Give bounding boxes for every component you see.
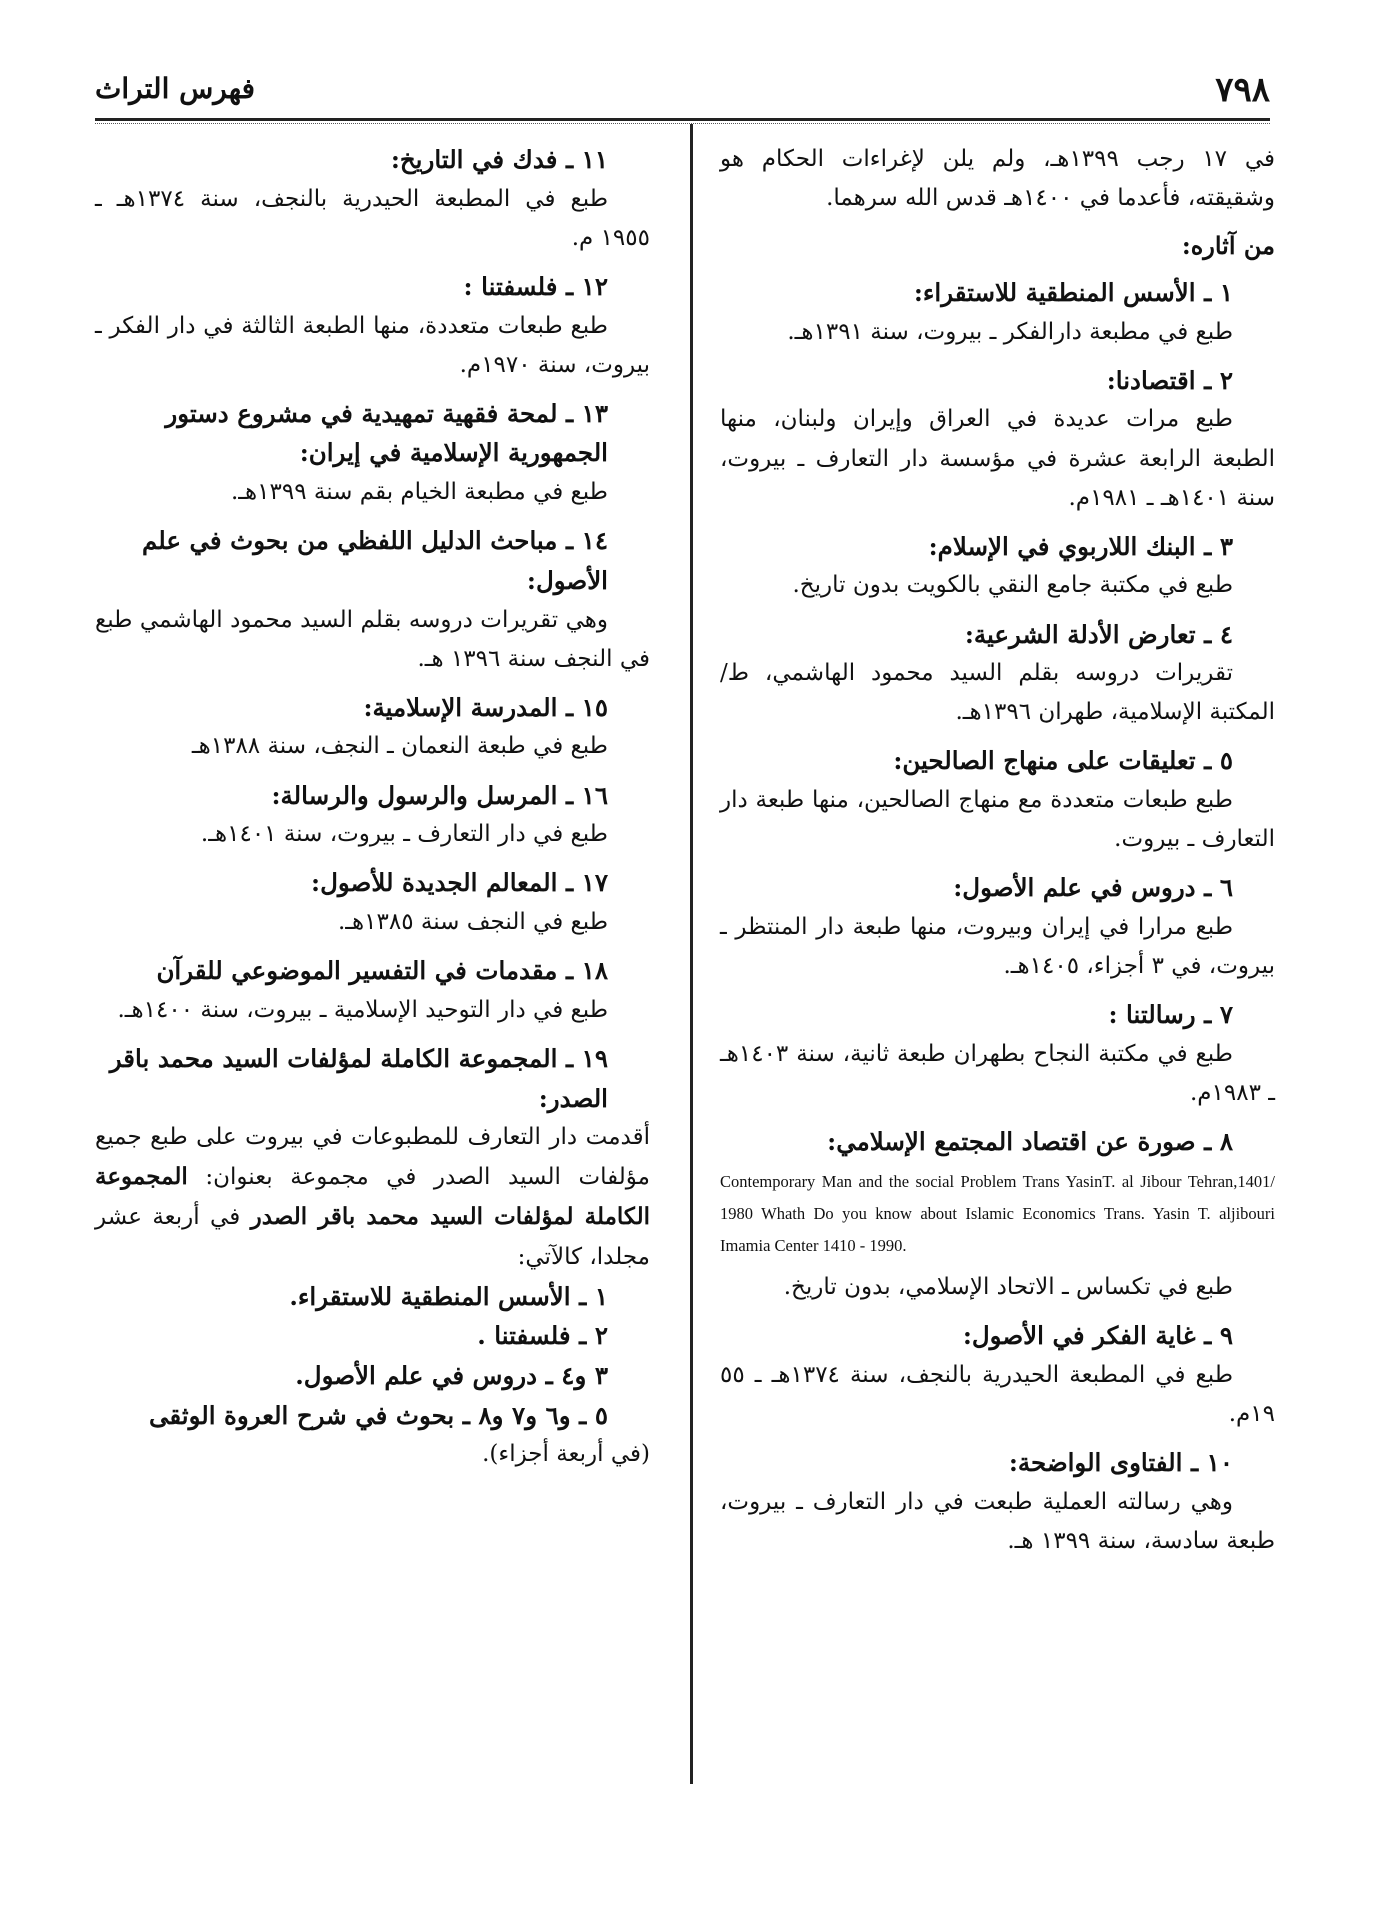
- entry-title: ١٨ ـ مقدمات في التفسير الموضوعي للقرآن: [156, 956, 608, 986]
- entry-text: طبع في النجف سنة ١٣٨٥هـ.: [337, 909, 608, 936]
- entry-text: طبع في مكتبة النجاح بطهران طبعة ثانية، سنة ١٤٠٣هـ ـ ١٩٨٣م.: [720, 1040, 1275, 1106]
- entry-title: ١٦ ـ المرسل والرسول والرسالة:: [271, 780, 608, 810]
- entry-text: تقريرات دروسه بقلم السيد محمود الهاشمي، ط/ المكتبة الإسلامية، طهران ١٣٩٦هـ.: [720, 660, 1275, 726]
- entry-title: ١٧ ـ المعالم الجديدة للأصول:: [311, 868, 608, 898]
- entry-18: [95, 951, 650, 1030]
- entry-text: طبع في دار التوحيد الإسلامية ـ بيروت، سنة ١٤٠٠هـ.: [117, 996, 608, 1023]
- column-divider: [690, 124, 693, 1784]
- collection-item: ٥ ـ و٦ و٧ و٨ ـ بحوث في شرح العروة الوثقى: [148, 1400, 608, 1430]
- entry-title: ١٣ ـ لمحة فقهية تمهيدية في مشروع دستور الجمهورية الإسلامية في إيران:: [165, 398, 608, 468]
- collection-item: ٢ ـ فلسفتنا .: [477, 1321, 608, 1351]
- entry-title: ٢ ـ اقتصادنا:: [1106, 365, 1233, 395]
- entry-text: طبع في مطبعة الخيام بقم سنة ١٣٩٩هـ.: [230, 479, 608, 506]
- entry-title: ١٥ ـ المدرسة الإسلامية:: [363, 692, 608, 722]
- entry-text: طبع مرارا في إيران وبيروت، منها طبعة دار المنتظر ـ بيروت، في ٣ أجزاء، ١٤٠٥هـ.: [720, 913, 1275, 980]
- entry-5: [720, 741, 1275, 859]
- right-column: [720, 140, 1275, 1570]
- entry-text: طبع في مطبعة دارالفكر ـ بيروت، سنة ١٣٩١هـ.: [787, 318, 1233, 345]
- entry-text: طبع مرات عديدة في العراق وإيران ولبنان، منها الطبعة الرابعة عشرة في مؤسسة دار التعارف ـ بيروت، سنة ١٤٠١هـ ـ ١٩٨١م.: [720, 406, 1275, 511]
- english-citation: Contemporary Man and the social Problem Trans YasinT. al Jibour Tehran,1401/ 1980 Whath Do you know about Islamic Economics Trans. Yasin T. aljibouri Imamia Center 1410 - 1990.: [720, 1171, 1275, 1256]
- entry-text: طبع في دار التعارف ـ بيروت، سنة ١٤٠١هـ.: [200, 821, 608, 848]
- entry-19: [95, 1039, 650, 1475]
- collection-item: ١ ـ الأسس المنطقية للاستقراء.: [289, 1281, 608, 1311]
- entry-2: [720, 361, 1275, 518]
- entry-title: ٤ ـ تعارض الأدلة الشرعية:: [964, 619, 1233, 649]
- entry-text: طبع طبعات متعددة، منها الطبعة الثالثة في دار الفكر ـ بيروت، سنة ١٩٧٠م.: [95, 312, 650, 378]
- entry-text: وهي تقريرات دروسه بقلم السيد محمود الهاشمي طبع في النجف سنة ١٣٩٦ هـ.: [95, 606, 650, 672]
- section-title: من آثاره:: [1181, 231, 1275, 261]
- collection-description: [95, 1118, 650, 1276]
- collection-intro: أقدمت دار التعارف للمطبوعات في بيروت على طبع جميع مؤلفات السيد الصدر في مجموعة بعنوان:: [95, 1124, 650, 1191]
- entry-title: ٦ ـ دروس في علم الأصول:: [953, 873, 1233, 903]
- header-rule: [95, 118, 1270, 121]
- entry-title: ٨ ـ صورة عن اقتصاد المجتمع الإسلامي:: [827, 1127, 1233, 1157]
- page-number: ٧٩٨: [1215, 70, 1270, 110]
- entry-text: طبع في طبعة النعمان ـ النجف، سنة ١٣٨٨هـ: [191, 733, 608, 760]
- entry-title: ٩ ـ غاية الفكر في الأصول:: [962, 1321, 1233, 1351]
- entry-10: [720, 1443, 1275, 1561]
- entry-title: ١١ ـ فدك في التاريخ:: [390, 145, 608, 174]
- entry-title: ١ ـ الأسس المنطقية للاستقراء:: [913, 277, 1233, 307]
- header-dotted-rule: [95, 123, 1270, 124]
- entry-text: طبع في مكتبة جامع النقي بالكويت بدون تاريخ.: [792, 572, 1233, 599]
- collection-title: المجموعة الكاملة لمؤلفات السيد محمد باقر الصدر: [95, 1163, 651, 1231]
- entry-title: ٣ ـ البنك اللاربوي في الإسلام:: [928, 531, 1233, 561]
- collection-item: ٣ و٤ ـ دروس في علم الأصول.: [295, 1361, 608, 1391]
- entry-text: طبع طبعات متعددة مع منهاج الصالحين، منها طبعة دار التعارف ـ بيروت.: [720, 787, 1275, 853]
- entry-text: طبع في المطبعة الحيدرية بالنجف، سنة ١٣٧٤هـ ـ ١٩٥٥ م.: [95, 185, 650, 251]
- entry-title: ١٢ ـ فلسفتنا :: [463, 271, 608, 301]
- entry-1: [720, 273, 1275, 352]
- entry-9: [720, 1316, 1275, 1434]
- entry-7: [720, 995, 1275, 1113]
- running-title: فهرس التراث: [95, 72, 256, 105]
- entry-title: ١٤ ـ مباحث الدليل اللفظي من بحوث في علم الأصول:: [141, 526, 608, 595]
- entry-13: [95, 394, 650, 512]
- entry-text: طبع في تكساس ـ الاتحاد الإسلامي، بدون تاريخ.: [783, 1274, 1233, 1301]
- entry-12: [95, 267, 650, 385]
- left-column: [95, 140, 650, 1484]
- entry-8: [720, 1122, 1275, 1307]
- entry-6: [720, 868, 1275, 986]
- collection-after: في أربعة عشر مجلدا، كالآتي:: [95, 1204, 650, 1270]
- entry-4: [720, 615, 1275, 733]
- entry-title: ٥ ـ تعليقات على منهاج الصالحين:: [893, 746, 1233, 776]
- entry-11: [95, 140, 650, 258]
- entry-text: وهي رسالته العملية طبعت في دار التعارف ـ بيروت، طبعة سادسة، سنة ١٣٩٩ هـ.: [720, 1488, 1275, 1554]
- page-header: [95, 70, 1270, 118]
- entry-title: ٧ ـ رسالتنا :: [1108, 1000, 1233, 1030]
- entry-title: ١٠ ـ الفتاوى الواضحة:: [1008, 1448, 1233, 1478]
- entry-3: [720, 527, 1275, 606]
- entry-17: [95, 863, 650, 942]
- entry-text: طبع في المطبعة الحيدرية بالنجف، سنة ١٣٧٤هـ ـ ٥٥ ١٩م.: [720, 1362, 1275, 1428]
- entry-16: [95, 776, 650, 855]
- intro-text: في ١٧ رجب ١٣٩٩هـ، ولم يلن لإغراءات الحكام هو وشقيقته، فأعدما في ١٤٠٠هـ قدس الله سرهما.: [720, 146, 1275, 212]
- collection-last-note: (في أربعة أجزاء).: [482, 1441, 650, 1468]
- entry-14: [95, 521, 650, 679]
- entry-15: [95, 688, 650, 767]
- entry-title: ١٩ ـ المجموعة الكاملة لمؤلفات السيد محمد باقر الصدر:: [109, 1043, 608, 1113]
